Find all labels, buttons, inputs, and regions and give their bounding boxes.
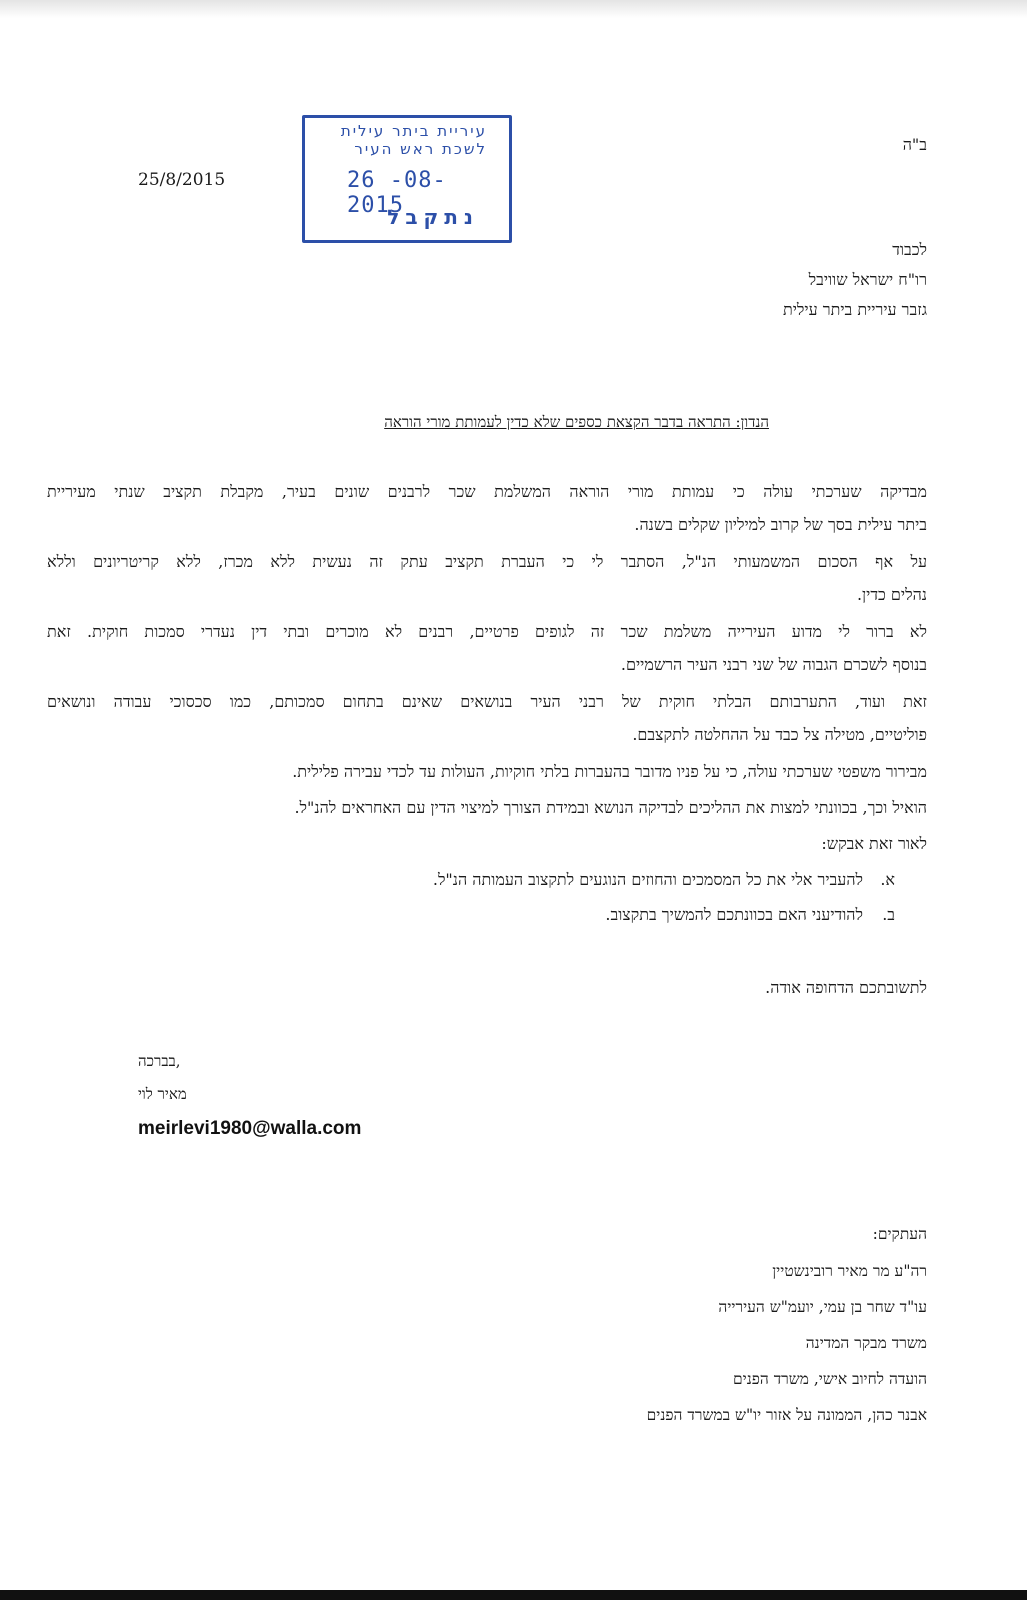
letter-date: 25/8/2015 bbox=[138, 170, 226, 190]
request-intro: לאור זאת אבקש: bbox=[821, 834, 927, 853]
recipient-honorific: לכבוד bbox=[892, 240, 927, 259]
copies-item: משרד מבקר המדינה bbox=[805, 1334, 927, 1352]
list-item-text: להודיעני האם בכוונתכם להמשיך בתקצוב. bbox=[605, 905, 863, 924]
request-item-a bbox=[433, 870, 895, 890]
paragraph-1-line-2: ביתר עילית בסך של קרוב למיליון שקלים בשנה. bbox=[634, 515, 927, 534]
paragraph-2-line-1: על אף הסכום המשמעותי הנ"ל, הסתבר לי כי העברת תקציב עתק זה נעשית ללא מכרז, ללא קריטריונים וללא bbox=[47, 552, 927, 571]
copies-item: הועדה לחיוב אישי, משרד הפנים bbox=[732, 1370, 927, 1388]
letter-subject: הנדון: התראה בדבר הקצאת כספים שלא כדין לעמותת מורי הוראה bbox=[384, 413, 769, 431]
paragraph-6: הואיל וכך, בכוונתי למצות את ההליכים לבדיקה הנושא ובמידת הצורך למיצוי הדין עם האחראים להנ"ל. bbox=[294, 798, 927, 817]
signature-regards: בברכה, bbox=[138, 1052, 181, 1070]
copies-title: העתקים: bbox=[872, 1225, 927, 1243]
paragraph-3-line-1: לא ברור לי מדוע העירייה משלמת שכר זה לגופים פרטיים, רבנים לא מוכרים ובתי דין נעדרי סמכות חוקית. זאת bbox=[47, 622, 927, 641]
stamp-received: נתקבל bbox=[387, 205, 479, 229]
signature-name: מאיר לוי bbox=[138, 1085, 187, 1103]
recipient-name: רו"ח ישראל שוויבל bbox=[808, 270, 927, 289]
paragraph-4-line-1: זאת ועוד, התערבותם הבלתי חוקית של רבני העיר בנושאים שאינם בתחום סמכותם, כמו סכסוכי עבודה ונושאים bbox=[47, 692, 927, 711]
paragraph-3-line-2: בנוסף לשכרם הגבוה של שני רבני העיר הרשמיים. bbox=[620, 655, 927, 674]
bh-header: ב"ה bbox=[902, 135, 927, 154]
paragraph-4-line-2: פוליטיים, מטילה צל כבד על ההחלטה לתקצבם. bbox=[632, 725, 927, 744]
copies-item: עו"ד שחר בן עמי, יועמ"ש העירייה bbox=[718, 1298, 927, 1316]
list-item-text: להעביר אלי את כל המסמכים והחוזים הנוגעים לתקצוב העמותה הנ"ל. bbox=[432, 870, 863, 889]
list-marker: ב. bbox=[882, 905, 895, 924]
stamp-office: לשכת ראש העיר bbox=[354, 140, 487, 158]
stamp-date: 26 -08- 2015 bbox=[347, 168, 447, 218]
thanks-line: לתשובתכם הדחופה אודה. bbox=[765, 978, 927, 997]
paragraph-2-line-2: נהלים כדין. bbox=[856, 585, 927, 604]
scan-bottom-edge bbox=[0, 1590, 1027, 1600]
recipient-title: גזבר עיריית ביתר עילית bbox=[782, 300, 927, 319]
scan-top-shadow bbox=[0, 0, 1027, 18]
stamp-municipality: עיריית ביתר עילית bbox=[340, 122, 487, 140]
received-stamp bbox=[302, 115, 512, 243]
signature-email: meirlevi1980@walla.com bbox=[138, 1118, 362, 1139]
paragraph-5: מבירור משפטי שערכתי עולה, כי על פניו מדובר בהעברות בלתי חוקיות, העולות עד לכדי עבירה פלילית. bbox=[292, 762, 927, 781]
copies-item: אבנר כהן, הממונה על אזור יו"ש במשרד הפנים bbox=[646, 1406, 927, 1424]
paragraph-1-line-1: מבדיקה שערכתי עולה כי עמותת מורי הוראה המשלמת שכר לרבנים שונים בעיר, מקבלת תקציב שנתי מעיריית bbox=[47, 482, 928, 501]
request-item-b bbox=[605, 905, 895, 925]
list-marker: א. bbox=[880, 870, 895, 889]
copies-item: רה"ע מר מאיר רובינשטיין bbox=[772, 1262, 927, 1280]
